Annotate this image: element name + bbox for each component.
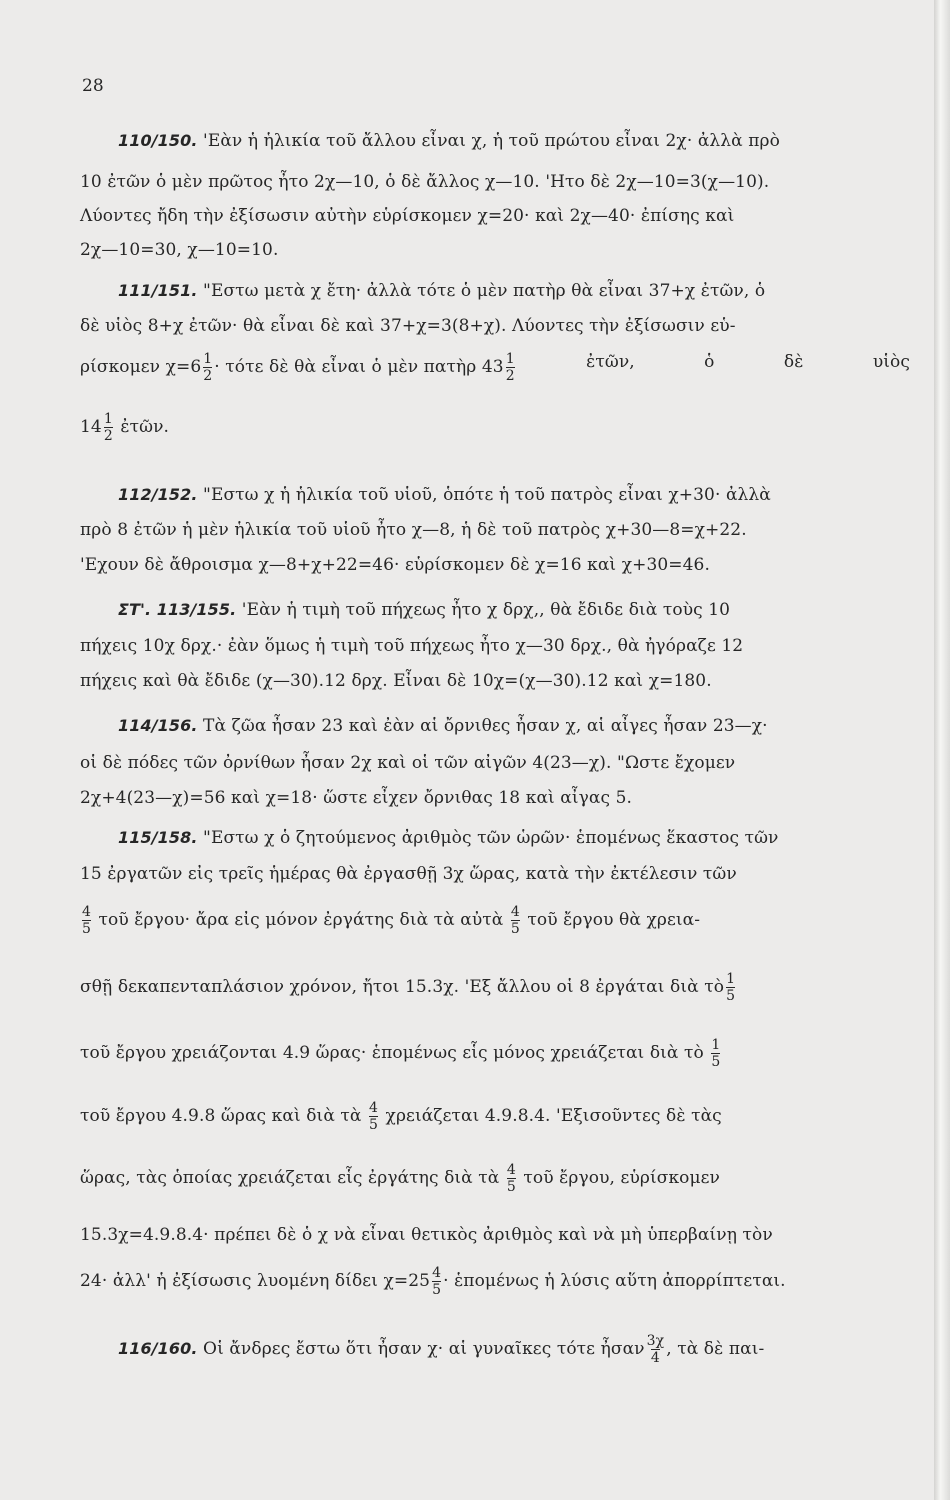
text: "Εστω χ ἡ ἡλικία τοῦ υἱοῦ, ὁπότε ἡ τοῦ πατρὸς εἶναι χ+30· ἀλλὰ bbox=[203, 485, 771, 505]
p115-line-4 bbox=[80, 972, 910, 1003]
text: ὥρας, τὰς ὁποίας χρειάζεται εἷς ἐργάτης διὰ τὰ bbox=[80, 1168, 500, 1189]
denominator: 5 bbox=[432, 1281, 442, 1298]
text: υἱὸς bbox=[872, 352, 910, 372]
fraction-one-fifth bbox=[726, 972, 735, 1003]
p110-line-4: 2χ—10=30, χ—10=10. bbox=[80, 240, 279, 260]
text: 14 bbox=[80, 417, 102, 438]
text: σθῇ δεκαπενταπλάσιον χρόνον, ἤτοι 15.3χ. 'Εξ ἄλλου οἱ 8 ἐργάται διὰ τὸ bbox=[80, 977, 725, 998]
text: , τὰ δὲ παι- bbox=[666, 1339, 765, 1360]
page-number: 28 bbox=[82, 76, 104, 96]
p114-line-3: 2χ+4(23—χ)=56 καὶ χ=18· ὥστε εἶχεν ὄρνιθας 18 καὶ αἶγας 5. bbox=[80, 788, 633, 808]
problem-number: 110/150. bbox=[118, 131, 198, 150]
denominator: 2 bbox=[203, 367, 213, 384]
numerator: 1 bbox=[505, 351, 515, 367]
text: Οἱ ἄνδρες ἔστω ὅτι ἦσαν χ· αἱ γυναῖκες τότε ἦσαν bbox=[203, 1339, 645, 1360]
text: 24· ἀλλ' ἡ ἐξίσωσις λυομένη δίδει χ=25 bbox=[80, 1271, 431, 1292]
text: ρίσκομεν χ=6 bbox=[80, 357, 202, 378]
page-edge bbox=[934, 0, 950, 1500]
text: τοῦ ἔργου· ἄρα εἰς μόνον ἐργάτης διὰ τὰ αὐτὰ bbox=[98, 910, 504, 931]
numerator: 1 bbox=[726, 971, 736, 987]
problem-number: 112/152. bbox=[118, 485, 198, 504]
denominator: 4 bbox=[650, 1349, 660, 1366]
p112-line-1 bbox=[118, 485, 910, 505]
p114-line-2: οἱ δὲ πόδες τῶν ὀρνίθων ἦσαν 2χ καὶ οἱ τῶν αἰγῶν 4(23—χ). "Ωστε ἔχομεν bbox=[80, 753, 736, 773]
text: "Εστω μετὰ χ ἔτη· ἀλλὰ τότε ὁ μὲν πατὴρ θὰ εἶναι 37+χ ἐτῶν, ὁ bbox=[203, 281, 766, 301]
p110-line-3: Λύοντες ἤδη τὴν ἐξίσωσιν αὐτὴν εὑρίσκομεν χ=20· καὶ 2χ—40· ἐπίσης καὶ bbox=[80, 206, 735, 226]
text: τοῦ ἔργου 4.9.8 ὥρας καὶ διὰ τὰ bbox=[80, 1106, 362, 1127]
fraction-one-fifth bbox=[711, 1038, 720, 1069]
p111-line-2: δὲ υἱὸς 8+χ ἐτῶν· θὰ εἶναι δὲ καὶ 37+χ=3(8+χ). Λύοντες τὴν ἐξίσωσιν εὑ- bbox=[80, 316, 736, 336]
text: τοῦ ἔργου χρειάζονται 4.9 ὥρας· ἑπομένως εἷς μόνος χρειάζεται διὰ τὸ bbox=[80, 1043, 704, 1064]
p116-line-1 bbox=[118, 1334, 910, 1365]
numerator: 1 bbox=[711, 1037, 721, 1053]
denominator: 2 bbox=[505, 367, 515, 384]
text: ἐτῶν. bbox=[120, 417, 170, 438]
numerator: 4 bbox=[82, 904, 92, 920]
fraction-four-fifths bbox=[507, 1163, 516, 1194]
denominator: 5 bbox=[506, 1178, 516, 1195]
denominator: 5 bbox=[82, 920, 92, 937]
fraction-three-x-quarter bbox=[647, 1334, 665, 1365]
text: τοῦ ἔργου θὰ χρεια- bbox=[527, 910, 701, 931]
text: "Εστω χ ὁ ζητούμενος ἀριθμὸς τῶν ὡρῶν· ἑπομένως ἕκαστος τῶν bbox=[203, 828, 779, 848]
fraction-half bbox=[203, 352, 212, 383]
p115-line-3 bbox=[80, 905, 910, 936]
problem-number: 114/156. bbox=[118, 716, 198, 735]
p112-line-3: 'Εχουν δὲ ἄθροισμα χ—8+χ+22=46· εὑρίσκομεν δὲ χ=16 καὶ χ+30=46. bbox=[80, 555, 710, 575]
fraction-half bbox=[104, 412, 113, 443]
numerator: 4 bbox=[432, 1265, 442, 1281]
denominator: 5 bbox=[711, 1053, 721, 1070]
p111-line-4 bbox=[80, 412, 910, 443]
text: 'Εὰν ἡ ἡλικία τοῦ ἄλλου εἶναι χ, ἡ τοῦ πρώτου εἶναι 2χ· ἀλλὰ πρὸ bbox=[203, 131, 780, 151]
problem-number: 111/151. bbox=[118, 281, 198, 300]
fraction-four-fifths bbox=[432, 1266, 441, 1297]
p111-line-3 bbox=[80, 352, 910, 383]
p113-line-2: πήχεις 10χ δρχ.· ἐὰν ὅμως ἡ τιμὴ τοῦ πήχεως ἦτο χ—30 δρχ., θὰ ἠγόραζε 12 bbox=[80, 636, 744, 656]
problem-number: 115/158. bbox=[118, 828, 198, 847]
fraction-four-fifths bbox=[82, 905, 91, 936]
p113-line-3: πήχεις καὶ θὰ ἔδιδε (χ—30).12 δρχ. Εἶναι δὲ 10χ=(χ—30).12 καὶ χ=180. bbox=[80, 671, 712, 691]
denominator: 2 bbox=[103, 427, 113, 444]
fraction-half bbox=[506, 352, 515, 383]
text: · ἑπομένως ἡ λύσις αὕτη ἀπορρίπτεται. bbox=[443, 1271, 786, 1292]
numerator: 4 bbox=[510, 904, 520, 920]
p115-line-8: 15.3χ=4.9.8.4· πρέπει δὲ ὁ χ νὰ εἶναι θετικὸς ἀριθμὸς καὶ νὰ μὴ ὑπερβαίνῃ τὸν bbox=[80, 1225, 773, 1245]
fraction-four-fifths bbox=[369, 1101, 378, 1132]
text: τοῦ ἔργου, εὑρίσκομεν bbox=[523, 1168, 720, 1189]
text: χρειάζεται 4.9.8.4. 'Εξισοῦντες δὲ τὰς bbox=[385, 1106, 722, 1127]
problem-number: 116/160. bbox=[118, 1339, 198, 1359]
problem-number: 113/155. bbox=[156, 600, 237, 619]
p115-line-6 bbox=[80, 1101, 910, 1132]
p113-line-1 bbox=[118, 600, 910, 620]
p115-line-2: 15 ἐργατῶν εἰς τρεῖς ἡμέρας θὰ ἐργασθῇ 3χ ὥρας, κατὰ τὴν ἐκτέλεσιν τῶν bbox=[80, 864, 737, 884]
text: · τότε δὲ θὰ εἶναι ὁ μὲν πατὴρ 43 bbox=[214, 357, 504, 378]
text-with-fraction bbox=[80, 905, 700, 936]
section-marker: ΣΤ'. bbox=[118, 600, 152, 619]
denominator: 5 bbox=[510, 920, 520, 937]
p115-line-5 bbox=[80, 1038, 910, 1069]
p110-line-1 bbox=[118, 131, 910, 151]
denominator: 5 bbox=[369, 1116, 379, 1133]
p114-line-1 bbox=[118, 716, 910, 736]
p115-line-1 bbox=[118, 828, 910, 848]
numerator: 4 bbox=[369, 1100, 379, 1116]
p115-line-9 bbox=[80, 1266, 910, 1297]
p115-line-7 bbox=[80, 1163, 910, 1194]
numerator: 1 bbox=[103, 411, 113, 427]
p111-line-1 bbox=[118, 281, 910, 301]
p110-line-2: 10 ἐτῶν ὁ μὲν πρῶτος ἦτο 2χ—10, ὁ δὲ ἄλλος χ—10. 'Ητο δὲ 2χ—10=3(χ—10). bbox=[80, 172, 770, 192]
text: Τὰ ζῶα ἦσαν 23 καὶ ἐὰν αἱ ὄρνιθες ἦσαν χ, αἱ αἶγες ἦσαν 23—χ· bbox=[203, 716, 768, 736]
numerator: 3χ bbox=[646, 1333, 665, 1349]
text: 'Εὰν ἡ τιμὴ τοῦ πήχεως ἦτο χ δρχ,, θὰ ἔδιδε διὰ τοὺς 10 bbox=[241, 600, 731, 620]
p112-line-2: πρὸ 8 ἐτῶν ἡ μὲν ἡλικία τοῦ υἱοῦ ἦτο χ—8, ἡ δὲ τοῦ πατρὸς χ+30—8=χ+22. bbox=[80, 520, 747, 540]
denominator: 5 bbox=[726, 987, 736, 1004]
numerator: 1 bbox=[203, 351, 213, 367]
text: ἐτῶν, bbox=[586, 352, 635, 372]
numerator: 4 bbox=[506, 1162, 516, 1178]
fraction-four-fifths bbox=[511, 905, 520, 936]
text: ὁ bbox=[704, 352, 715, 372]
text: δὲ bbox=[783, 352, 804, 372]
text-x-value bbox=[80, 352, 517, 383]
